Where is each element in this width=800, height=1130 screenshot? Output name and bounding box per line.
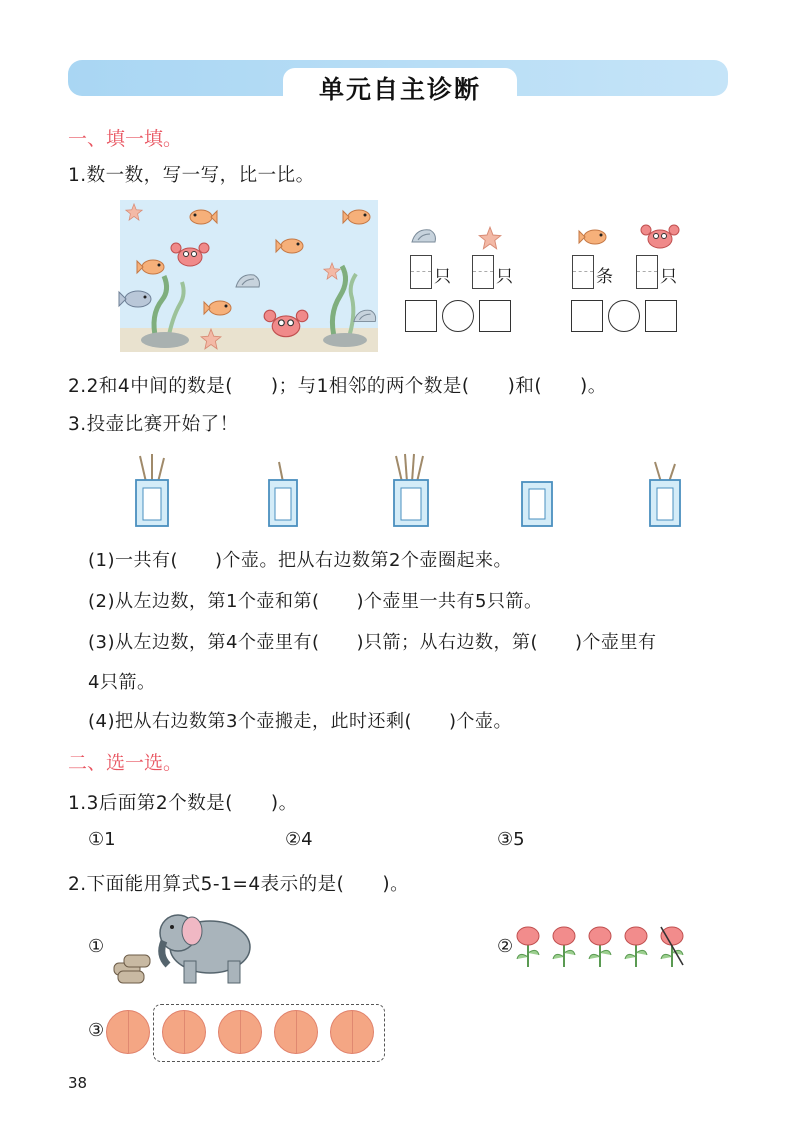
page-number: 38: [68, 1074, 88, 1092]
answer-box[interactable]: [479, 300, 511, 332]
option-3-marker[interactable]: ③: [88, 1020, 105, 1041]
section-heading-choose: 二、选一选。: [68, 752, 183, 774]
unit-label: 只: [496, 267, 513, 287]
fish-icon: [118, 288, 152, 310]
flower-icon: [513, 925, 543, 969]
shell-icon: [234, 271, 262, 291]
crab-icon: [640, 222, 680, 252]
fish-icon: [203, 299, 233, 317]
flower-icon: [549, 925, 579, 969]
fish-icon: [342, 208, 372, 226]
unit-label: 条: [596, 267, 613, 287]
flower-crossed-icon: [657, 925, 687, 969]
sub-question: (4)把从右边数第3个壶搬走，此时还剩( )个壶。: [88, 711, 512, 732]
answer-box[interactable]: [571, 300, 603, 332]
answer-box[interactable]: [645, 300, 677, 332]
question-1-3: 3.投壶比赛开始了！: [68, 414, 239, 435]
sub-question: (3)从左边数，第4个壶里有( )只箭；从右边数，第( )个壶里有: [88, 632, 657, 653]
fish-icon: [275, 237, 305, 255]
shell-icon: [410, 226, 438, 246]
pot-icon: [520, 480, 554, 528]
sub-question: (2)从左边数，第1个壶和第( )个壶里一共有5只箭。: [88, 591, 543, 612]
fish-icon: [136, 258, 166, 276]
answer-box[interactable]: [405, 300, 437, 332]
ball-icon: [274, 1010, 318, 1054]
starfish-icon: [125, 203, 143, 221]
option-1[interactable]: ①1: [88, 829, 116, 850]
section-heading-fill: 一、填一填。: [68, 128, 183, 150]
option-2-marker[interactable]: ②: [497, 936, 514, 957]
pot-icon: [132, 452, 172, 528]
page-title: 单元自主诊断: [318, 75, 481, 104]
sub-question: (1)一共有( )个壶。把从右边数第2个壶圈起来。: [88, 550, 512, 571]
starfish-icon: [478, 226, 502, 250]
option-2[interactable]: ②4: [285, 829, 313, 850]
compare-circle[interactable]: [442, 300, 474, 332]
pot-icon: [390, 452, 432, 528]
count-box-fish[interactable]: [572, 255, 594, 289]
unit-label: 只: [660, 267, 677, 287]
option-1-marker[interactable]: ①: [88, 936, 105, 957]
crab-icon: [170, 240, 210, 270]
pot-icon: [263, 460, 303, 528]
ball-icon: [106, 1010, 150, 1054]
fish-icon: [188, 208, 218, 226]
question-1-2: 2.2和4中间的数是( )；与1相邻的两个数是( )和( )。: [68, 376, 607, 397]
sub-question-continuation: 4只箭。: [88, 672, 156, 693]
question-2-2: 2.下面能用算式5-1=4表示的是( )。: [68, 874, 410, 895]
crab-icon: [263, 306, 309, 342]
flower-icon: [621, 925, 651, 969]
fish-icon: [578, 228, 608, 246]
shell-icon: [352, 306, 378, 326]
question-1-1: 1.数一数，写一写，比一比。: [68, 165, 315, 186]
count-box-starfish[interactable]: [472, 255, 494, 289]
flower-icon: [585, 925, 615, 969]
option-3[interactable]: ③5: [497, 829, 525, 850]
ball-icon: [218, 1010, 262, 1054]
starfish-icon: [200, 328, 222, 350]
elephant-icon: [110, 905, 260, 987]
pot-icon: [645, 460, 685, 528]
count-box-shell[interactable]: [410, 255, 432, 289]
starfish-icon: [323, 262, 341, 280]
unit-label: 只: [434, 267, 451, 287]
count-box-crab[interactable]: [636, 255, 658, 289]
ball-icon: [162, 1010, 206, 1054]
compare-circle[interactable]: [608, 300, 640, 332]
ball-icon: [330, 1010, 374, 1054]
question-2-1: 1.3后面第2个数是( )。: [68, 793, 298, 814]
